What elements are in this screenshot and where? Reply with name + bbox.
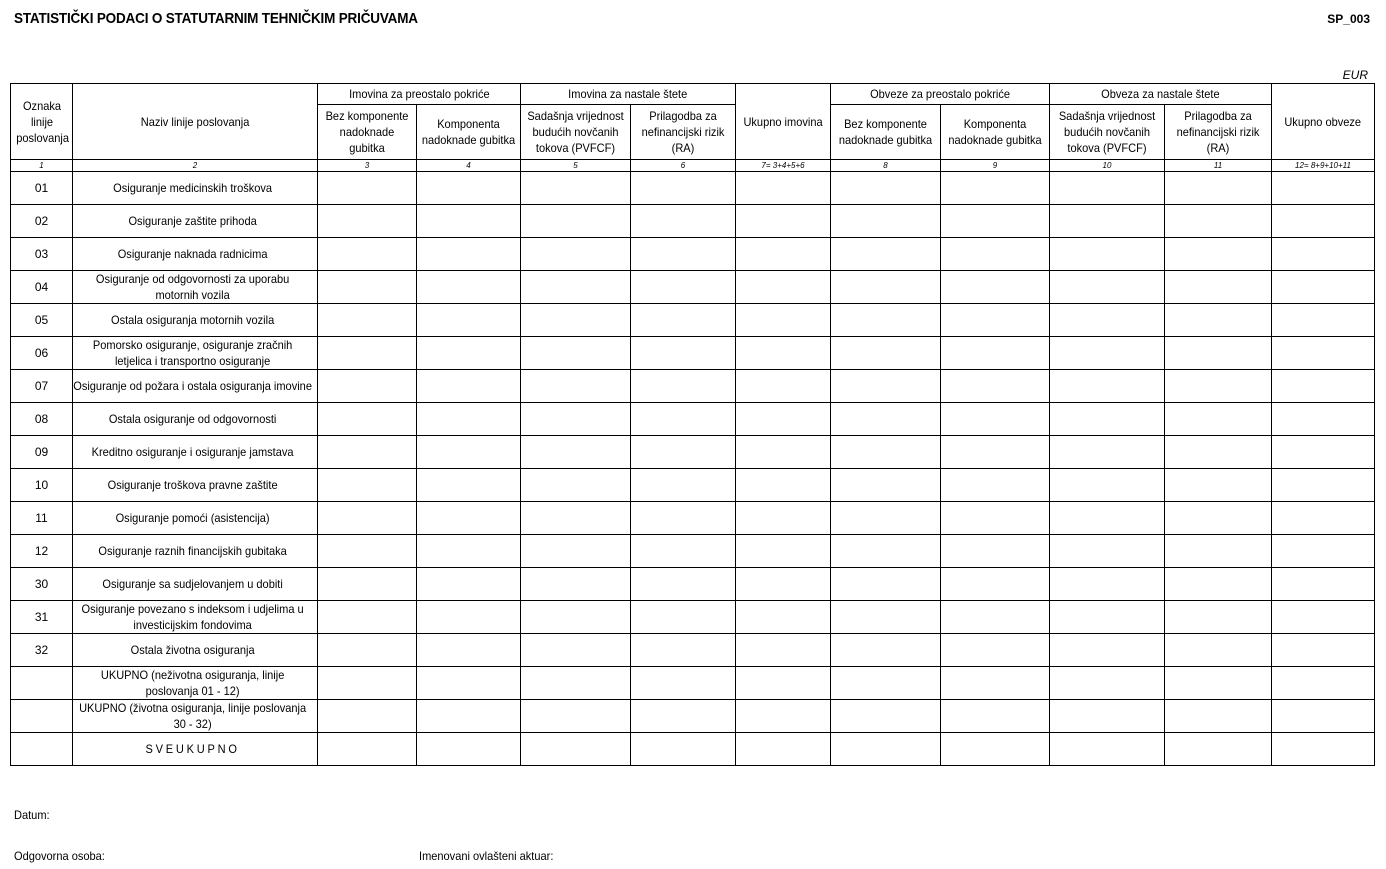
value-cell[interactable] [1272, 271, 1375, 304]
line-name [73, 634, 318, 667]
col-header-pvfcf: Sadašnja vrijednost budućih novčanih tokova (PVFCF) [521, 105, 631, 160]
line-name-text: Kreditno osiguranje i osiguranje jamstava [91, 445, 294, 459]
value-cell[interactable] [631, 172, 736, 205]
value-cell[interactable] [417, 436, 521, 469]
value-cell[interactable] [417, 700, 521, 733]
line-code: 08 [11, 403, 73, 436]
value-cell[interactable] [941, 469, 1050, 502]
reserves-table [10, 83, 1375, 766]
line-name [73, 304, 318, 337]
value-cell[interactable] [631, 700, 736, 733]
value-cell[interactable] [1165, 733, 1272, 766]
line-code: 02 [11, 205, 73, 238]
value-cell[interactable] [1050, 502, 1165, 535]
value-cell[interactable] [736, 370, 831, 403]
line-name-text: Osiguranje medicinskih troškova [113, 181, 273, 195]
table-row [11, 469, 1375, 502]
value-cell[interactable] [631, 205, 736, 238]
value-cell[interactable] [1165, 700, 1272, 733]
line-name-text: UKUPNO (životna osiguranja, linije poslovanja 30 - 32) [79, 701, 307, 731]
value-cell[interactable] [1050, 205, 1165, 238]
table-row [11, 601, 1375, 634]
value-cell[interactable] [1272, 370, 1375, 403]
table-row [11, 238, 1375, 271]
value-cell[interactable] [1050, 370, 1165, 403]
col-number: 4 [417, 160, 521, 172]
value-cell[interactable] [1272, 535, 1375, 568]
value-cell[interactable] [1050, 337, 1165, 370]
value-cell[interactable] [1272, 634, 1375, 667]
col-header-ra: Prilagodba za nefinancijski rizik (RA) [631, 105, 736, 160]
line-name [73, 436, 318, 469]
value-cell[interactable] [736, 337, 831, 370]
line-name-text: Osiguranje naknada radnicima [117, 247, 268, 261]
value-cell[interactable] [831, 304, 941, 337]
value-cell[interactable] [1272, 469, 1375, 502]
value-cell[interactable] [631, 634, 736, 667]
line-name-text: Ostala životna osiguranja [130, 643, 255, 657]
form-code: SP_003 [1327, 12, 1370, 26]
line-name [73, 370, 318, 403]
value-cell[interactable] [736, 469, 831, 502]
col-header-total-liab: Ukupno obveze [1272, 84, 1375, 160]
value-cell[interactable] [941, 271, 1050, 304]
line-name-text: UKUPNO (neživotna osiguranja, linije poslovanja 01 - 12) [100, 668, 285, 698]
line-code: 31 [11, 601, 73, 634]
line-code: 09 [11, 436, 73, 469]
col-header-pvfcf-2: Sadašnja vrijednost budućih novčanih tokova (PVFCF) [1050, 105, 1165, 160]
table-row [11, 304, 1375, 337]
line-name-text: Osiguranje troškova pravne zaštite [107, 478, 278, 492]
col-number: 12= 8+9+10+11 [1272, 160, 1375, 172]
value-cell[interactable] [1165, 535, 1272, 568]
value-cell[interactable] [831, 238, 941, 271]
value-cell[interactable] [736, 634, 831, 667]
value-cell[interactable] [1050, 535, 1165, 568]
value-cell[interactable] [318, 733, 417, 766]
value-cell[interactable] [1050, 403, 1165, 436]
value-cell[interactable] [1165, 205, 1272, 238]
line-code [11, 700, 73, 733]
total-row [11, 700, 1375, 733]
col-header-total-assets: Ukupno imovina [736, 84, 831, 160]
value-cell[interactable] [831, 700, 941, 733]
value-cell[interactable] [417, 370, 521, 403]
value-cell[interactable] [1165, 502, 1272, 535]
value-cell[interactable] [1165, 271, 1272, 304]
value-cell[interactable] [831, 403, 941, 436]
col-header-loss-comp: Komponenta nadoknade gubitka [417, 105, 521, 160]
value-cell[interactable] [521, 205, 631, 238]
col-number: 7= 3+4+5+6 [736, 160, 831, 172]
value-cell[interactable] [831, 568, 941, 601]
value-cell[interactable] [417, 304, 521, 337]
col-number: 1 [11, 160, 73, 172]
value-cell[interactable] [1050, 568, 1165, 601]
value-cell[interactable] [521, 172, 631, 205]
value-cell[interactable] [1165, 667, 1272, 700]
value-cell[interactable] [631, 469, 736, 502]
table-row [11, 172, 1375, 205]
value-cell[interactable] [318, 634, 417, 667]
value-cell[interactable] [521, 436, 631, 469]
value-cell[interactable] [1050, 238, 1165, 271]
value-cell[interactable] [1050, 436, 1165, 469]
value-cell[interactable] [1272, 172, 1375, 205]
value-cell[interactable] [1272, 304, 1375, 337]
value-cell[interactable] [417, 667, 521, 700]
value-cell[interactable] [831, 535, 941, 568]
value-cell[interactable] [941, 700, 1050, 733]
value-cell[interactable] [736, 205, 831, 238]
actuary-label: Imenovani ovlašteni aktuar: [419, 849, 554, 863]
value-cell[interactable] [736, 535, 831, 568]
value-cell[interactable] [318, 568, 417, 601]
line-name-text: SVEUKUPNO [145, 742, 240, 756]
col-number: 5 [521, 160, 631, 172]
value-cell[interactable] [736, 271, 831, 304]
value-cell[interactable] [417, 601, 521, 634]
line-code: 05 [11, 304, 73, 337]
value-cell[interactable] [417, 568, 521, 601]
value-cell[interactable] [1272, 502, 1375, 535]
value-cell[interactable] [831, 502, 941, 535]
value-cell[interactable] [1272, 601, 1375, 634]
col-number: 2 [73, 160, 318, 172]
value-cell[interactable] [417, 205, 521, 238]
value-cell[interactable] [521, 469, 631, 502]
value-cell[interactable] [1165, 304, 1272, 337]
value-cell[interactable] [736, 700, 831, 733]
col-number: 11 [1165, 160, 1272, 172]
line-name [73, 469, 318, 502]
value-cell[interactable] [318, 271, 417, 304]
value-cell[interactable] [521, 733, 631, 766]
col-number: 9 [941, 160, 1050, 172]
line-code: 30 [11, 568, 73, 601]
line-name [73, 172, 318, 205]
value-cell[interactable] [318, 436, 417, 469]
line-name-text: Ostala osiguranje od odgovornosti [108, 412, 277, 426]
col-number: 10 [1050, 160, 1165, 172]
value-cell[interactable] [318, 238, 417, 271]
table-row [11, 436, 1375, 469]
value-cell[interactable] [318, 205, 417, 238]
value-cell[interactable] [831, 634, 941, 667]
line-name [73, 667, 318, 700]
line-name-text: Ostala osiguranja motornih vozila [110, 313, 275, 327]
value-cell[interactable] [1165, 238, 1272, 271]
value-cell[interactable] [1272, 238, 1375, 271]
value-cell[interactable] [631, 436, 736, 469]
value-cell[interactable] [318, 601, 417, 634]
col-header-loss-comp-2: Komponenta nadoknade gubitka [941, 105, 1050, 160]
value-cell[interactable] [1272, 733, 1375, 766]
group-header-liab-remaining: Obveze za preostalo pokriće [831, 84, 1050, 105]
currency-label: EUR [1342, 68, 1368, 82]
value-cell[interactable] [631, 733, 736, 766]
value-cell[interactable] [521, 304, 631, 337]
value-cell[interactable] [1050, 172, 1165, 205]
line-code: 01 [11, 172, 73, 205]
value-cell[interactable] [1272, 667, 1375, 700]
value-cell[interactable] [521, 535, 631, 568]
line-name [73, 601, 318, 634]
line-code [11, 733, 73, 766]
value-cell[interactable] [521, 601, 631, 634]
value-cell[interactable] [318, 304, 417, 337]
value-cell[interactable] [736, 601, 831, 634]
line-name [73, 337, 318, 370]
value-cell[interactable] [1272, 700, 1375, 733]
line-name [73, 502, 318, 535]
value-cell[interactable] [831, 337, 941, 370]
total-row [11, 733, 1375, 766]
group-header-liab-incurred: Obveza za nastale štete [1050, 84, 1272, 105]
line-code: 32 [11, 634, 73, 667]
line-name [73, 733, 318, 766]
value-cell[interactable] [521, 403, 631, 436]
value-cell[interactable] [941, 436, 1050, 469]
group-header-assets-remaining: Imovina za preostalo pokriće [318, 84, 521, 105]
value-cell[interactable] [521, 502, 631, 535]
value-cell[interactable] [941, 172, 1050, 205]
value-cell[interactable] [1050, 304, 1165, 337]
value-cell[interactable] [941, 535, 1050, 568]
total-row [11, 667, 1375, 700]
line-name-text: Osiguranje zaštite prihoda [128, 214, 257, 228]
line-name-text: Osiguranje sa sudjelovanjem u dobiti [102, 577, 283, 591]
value-cell[interactable] [417, 337, 521, 370]
table-row [11, 502, 1375, 535]
value-cell[interactable] [1165, 403, 1272, 436]
value-cell[interactable] [941, 205, 1050, 238]
table-row [11, 403, 1375, 436]
line-code: 11 [11, 502, 73, 535]
value-cell[interactable] [736, 304, 831, 337]
value-cell[interactable] [1050, 469, 1165, 502]
table-row [11, 370, 1375, 403]
value-cell[interactable] [521, 700, 631, 733]
line-name [73, 568, 318, 601]
date-label: Datum: [14, 808, 50, 822]
value-cell[interactable] [941, 733, 1050, 766]
col-header-name: Naziv linije poslovanja [73, 84, 318, 160]
value-cell[interactable] [417, 172, 521, 205]
line-name-text: Osiguranje od požara i ostala osiguranja imovine [73, 379, 312, 393]
value-cell[interactable] [631, 271, 736, 304]
value-cell[interactable] [1165, 601, 1272, 634]
value-cell[interactable] [631, 403, 736, 436]
col-number: 8 [831, 160, 941, 172]
value-cell[interactable] [631, 601, 736, 634]
value-cell[interactable] [631, 370, 736, 403]
line-code [11, 667, 73, 700]
value-cell[interactable] [941, 337, 1050, 370]
value-cell[interactable] [736, 568, 831, 601]
col-header-excl-loss-2: Bez komponente nadoknade gubitka [831, 105, 941, 160]
value-cell[interactable] [1165, 172, 1272, 205]
line-name-text: Osiguranje pomoći (asistencija) [115, 511, 270, 525]
value-cell[interactable] [1165, 469, 1272, 502]
value-cell[interactable] [736, 502, 831, 535]
value-cell[interactable] [941, 403, 1050, 436]
col-header-ra-2: Prilagodba za nefinancijski rizik (RA) [1165, 105, 1272, 160]
value-cell[interactable] [736, 238, 831, 271]
value-cell[interactable] [941, 304, 1050, 337]
value-cell[interactable] [631, 337, 736, 370]
value-cell[interactable] [318, 370, 417, 403]
table-row [11, 205, 1375, 238]
value-cell[interactable] [521, 667, 631, 700]
value-cell[interactable] [318, 535, 417, 568]
col-header-code: Oznaka linije poslovanja [11, 84, 73, 160]
value-cell[interactable] [831, 469, 941, 502]
line-name [73, 271, 318, 304]
value-cell[interactable] [318, 172, 417, 205]
value-cell[interactable] [417, 733, 521, 766]
value-cell[interactable] [417, 634, 521, 667]
value-cell[interactable] [318, 667, 417, 700]
value-cell[interactable] [736, 733, 831, 766]
col-number: 3 [318, 160, 417, 172]
line-code: 06 [11, 337, 73, 370]
line-name [73, 205, 318, 238]
value-cell[interactable] [631, 304, 736, 337]
value-cell[interactable] [1050, 700, 1165, 733]
line-code: 03 [11, 238, 73, 271]
line-name [73, 238, 318, 271]
value-cell[interactable] [1272, 436, 1375, 469]
value-cell[interactable] [1272, 205, 1375, 238]
value-cell[interactable] [521, 337, 631, 370]
value-cell[interactable] [831, 733, 941, 766]
table-row [11, 271, 1375, 304]
value-cell[interactable] [417, 535, 521, 568]
value-cell[interactable] [521, 271, 631, 304]
line-name-text: Osiguranje raznih financijskih gubitaka [98, 544, 287, 558]
value-cell[interactable] [1165, 568, 1272, 601]
line-name [73, 700, 318, 733]
value-cell[interactable] [831, 667, 941, 700]
value-cell[interactable] [736, 667, 831, 700]
line-name-text: Osiguranje od odgovornosti za uporabu motornih vozila [95, 272, 290, 302]
value-cell[interactable] [318, 469, 417, 502]
value-cell[interactable] [417, 403, 521, 436]
value-cell[interactable] [417, 238, 521, 271]
line-name [73, 403, 318, 436]
value-cell[interactable] [1050, 601, 1165, 634]
value-cell[interactable] [736, 436, 831, 469]
value-cell[interactable] [417, 469, 521, 502]
line-name-text: Osiguranje povezano s indeksom i udjelima u investicijskim fondovima [81, 602, 304, 632]
value-cell[interactable] [831, 271, 941, 304]
value-cell[interactable] [1165, 436, 1272, 469]
value-cell[interactable] [736, 172, 831, 205]
value-cell[interactable] [318, 502, 417, 535]
line-name [73, 535, 318, 568]
value-cell[interactable] [1050, 271, 1165, 304]
value-cell[interactable] [318, 337, 417, 370]
value-cell[interactable] [941, 370, 1050, 403]
value-cell[interactable] [941, 502, 1050, 535]
value-cell[interactable] [1272, 337, 1375, 370]
table-row [11, 634, 1375, 667]
page-title: STATISTIČKI PODACI O STATUTARNIM TEHNIČKIM PRIČUVAMA [14, 10, 418, 27]
value-cell[interactable] [631, 502, 736, 535]
value-cell[interactable] [417, 271, 521, 304]
line-code: 12 [11, 535, 73, 568]
value-cell[interactable] [831, 172, 941, 205]
value-cell[interactable] [1165, 634, 1272, 667]
value-cell[interactable] [521, 238, 631, 271]
responsible-person-label: Odgovorna osoba: [14, 849, 105, 863]
value-cell[interactable] [1050, 634, 1165, 667]
col-number: 6 [631, 160, 736, 172]
value-cell[interactable] [1272, 568, 1375, 601]
table-row [11, 535, 1375, 568]
value-cell[interactable] [521, 634, 631, 667]
value-cell[interactable] [1050, 667, 1165, 700]
line-name-text: Pomorsko osiguranje, osiguranje zračnih letjelica i transportno osiguranje [92, 338, 293, 368]
value-cell[interactable] [631, 238, 736, 271]
line-code: 10 [11, 469, 73, 502]
value-cell[interactable] [1165, 337, 1272, 370]
line-code: 07 [11, 370, 73, 403]
value-cell[interactable] [736, 403, 831, 436]
value-cell[interactable] [631, 568, 736, 601]
group-header-assets-incurred: Imovina za nastale štete [521, 84, 736, 105]
value-cell[interactable] [831, 370, 941, 403]
value-cell[interactable] [318, 700, 417, 733]
value-cell[interactable] [941, 667, 1050, 700]
value-cell[interactable] [1272, 403, 1375, 436]
value-cell[interactable] [831, 205, 941, 238]
table-row [11, 337, 1375, 370]
value-cell[interactable] [318, 403, 417, 436]
value-cell[interactable] [631, 535, 736, 568]
value-cell[interactable] [1165, 370, 1272, 403]
value-cell[interactable] [941, 238, 1050, 271]
value-cell[interactable] [417, 502, 521, 535]
value-cell[interactable] [941, 601, 1050, 634]
value-cell[interactable] [521, 370, 631, 403]
value-cell[interactable] [1050, 733, 1165, 766]
value-cell[interactable] [941, 634, 1050, 667]
value-cell[interactable] [831, 436, 941, 469]
table-row [11, 568, 1375, 601]
value-cell[interactable] [631, 667, 736, 700]
value-cell[interactable] [941, 568, 1050, 601]
value-cell[interactable] [831, 601, 941, 634]
col-header-excl-loss: Bez komponente nadoknade gubitka [318, 105, 417, 160]
line-code: 04 [11, 271, 73, 304]
value-cell[interactable] [521, 568, 631, 601]
